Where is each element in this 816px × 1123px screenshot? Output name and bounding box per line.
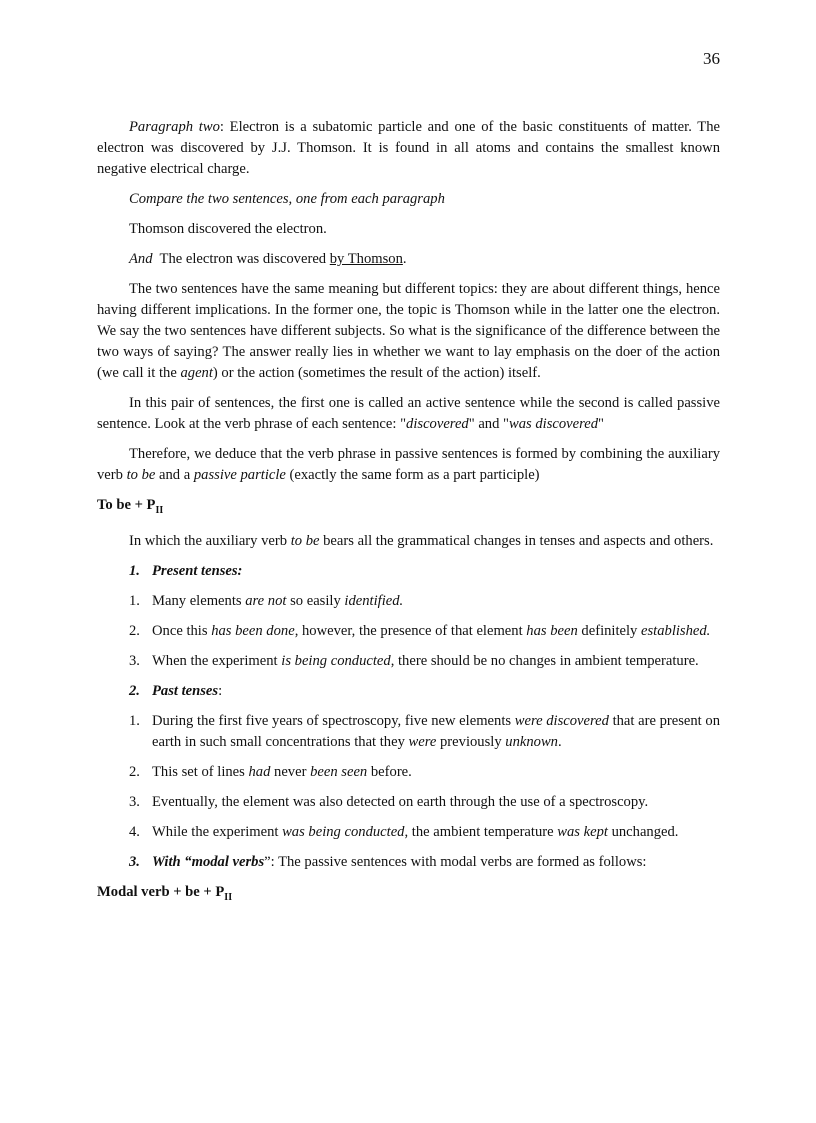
formula-text: To be + P: [97, 497, 156, 513]
aux-c: bears all the grammatical changes in tenses and aspects and others.: [319, 532, 714, 549]
section-past-tenses: [129, 681, 720, 702]
item-number: 1.: [129, 712, 140, 729]
item-emph: been seen: [310, 763, 368, 780]
item-text: .: [557, 733, 562, 750]
item-emph: had: [248, 763, 271, 780]
item-emph: unknown: [505, 733, 558, 750]
item-emph: established.: [641, 622, 711, 639]
verb-passive: was discovered: [509, 416, 599, 432]
passive-sentence: [97, 249, 720, 270]
page-content: [97, 117, 720, 918]
present-tenses-list: [97, 591, 720, 672]
item-number: 1.: [129, 592, 140, 609]
formula-modal: [97, 882, 720, 908]
section-modal-verbs: [129, 852, 720, 873]
section-present-tenses: [129, 561, 720, 582]
and-label: And: [129, 251, 153, 267]
item-number: 4.: [129, 823, 140, 840]
item-emph: were discovered: [514, 712, 609, 729]
item-text: previously: [436, 733, 506, 750]
item-number: 2.: [129, 622, 140, 639]
paragraph-two: [97, 117, 720, 180]
paragraph-lead: Paragraph two: [129, 119, 220, 135]
list-item: [97, 711, 720, 753]
item-emph: are not: [245, 592, 287, 609]
section-title: Present tenses:: [152, 562, 243, 579]
item-text: that are present on earth in such small concentrations that they: [152, 712, 720, 750]
list-item: [97, 591, 720, 612]
verb-active: discovered: [406, 416, 469, 432]
section-title: With “modal verbs: [152, 853, 265, 870]
topics-paragraph: [97, 279, 720, 384]
item-emph: were: [408, 733, 437, 750]
sentence-end: .: [402, 251, 407, 267]
deduce-to-be: to be: [126, 467, 156, 483]
formula-sub: II: [155, 504, 164, 516]
item-text: While the experiment: [152, 823, 283, 840]
list-item: [97, 822, 720, 843]
passive-text: The electron was discovered: [152, 251, 330, 267]
active-sentence: Thomson discovered the electron.: [129, 221, 327, 237]
ap-text: In this pair of sentences, the first one is called an active sentence while the second is called passive sentence. Look at the verb phrase of each sentence: ": [97, 395, 720, 432]
formula-text: Modal verb + be + P: [97, 883, 225, 900]
compare-instruction: [97, 189, 720, 210]
deduce-e: (exactly the same form as a part participle): [285, 467, 540, 483]
item-text: so easily: [286, 592, 345, 609]
item-text: never: [270, 763, 311, 780]
list-item: [97, 762, 720, 783]
section-rest: :: [218, 682, 223, 699]
topics-end: ) or the action (sometimes the result of the action) itself.: [212, 365, 541, 381]
list-item: [97, 621, 720, 642]
deduce-paragraph: [97, 444, 720, 486]
item-text: , there should be no changes in ambient temperature.: [390, 652, 699, 669]
item-text: Once this: [152, 622, 212, 639]
past-tenses-list: [97, 711, 720, 843]
item-text: , the ambient temperature: [404, 823, 558, 840]
aux-to-be: to be: [290, 532, 320, 549]
item-text: definitely: [577, 622, 642, 639]
page-number: 36: [703, 49, 720, 68]
section-number: 2.: [129, 682, 140, 699]
item-text: before.: [367, 763, 412, 780]
formula-sub: II: [224, 891, 233, 903]
aux-a: In which the auxiliary verb: [129, 532, 291, 549]
ap-mid: " and ": [468, 416, 510, 432]
item-emph: identified.: [344, 592, 404, 609]
item-emph: has been: [526, 622, 578, 639]
deduce-c: and a: [155, 467, 194, 483]
item-emph: is being conducted: [281, 652, 391, 669]
agent-term: agent: [180, 365, 213, 381]
item-text: Eventually, the element was also detected on earth through the use of a spectroscopy.: [152, 793, 649, 810]
paragraph-text: : Electron is a subatomic particle and one of the basic constituents of matter. The electron was discovered by J.J. Thomson. It is found in all atoms and contains the smallest known negative electrical charge.: [97, 119, 720, 177]
item-text: , however, the presence of that element: [294, 622, 527, 639]
active-passive-paragraph: [97, 393, 720, 435]
item-emph: has been done: [211, 622, 295, 639]
deduce-a: Therefore, we deduce that the verb phrase in passive sentences is formed by combining the auxiliary verb: [97, 446, 720, 483]
formula-to-be: [97, 495, 720, 521]
list-item: [97, 651, 720, 672]
item-text: During the first five years of spectroscopy, five new elements: [152, 712, 515, 729]
item-number: 2.: [129, 763, 140, 780]
agent-phrase: by Thomson: [329, 251, 403, 267]
list-item: [97, 792, 720, 813]
item-emph: was kept: [557, 823, 608, 840]
compare-text: Compare the two sentences, one from each paragraph: [129, 191, 445, 207]
item-text: Many elements: [152, 592, 246, 609]
topics-text: The two sentences have the same meaning but different topics: they are about different things, hence having different implications. In the former one, the topic is Thomson while in the latter one the electron. We say the two sentences have different subjects. So what is the significance of the difference between the two ways of saying? The answer really lies in whether we want to lay emphasis on the doer of the action (we call it the: [97, 281, 720, 381]
section-rest: ”: The passive sentences with modal verbs are formed as follows:: [264, 853, 647, 870]
item-text: unchanged.: [607, 823, 679, 840]
section-number: 1.: [129, 562, 140, 579]
item-number: 3.: [129, 793, 140, 810]
section-title: Past tenses: [152, 682, 219, 699]
section-number: 3.: [129, 853, 140, 870]
auxiliary-paragraph: [97, 531, 720, 552]
item-number: 3.: [129, 652, 140, 669]
item-text: When the experiment: [152, 652, 282, 669]
item-emph: was being conducted: [282, 823, 405, 840]
item-text: This set of lines: [152, 763, 249, 780]
ap-end: ": [598, 416, 605, 432]
deduce-passive-particle: passive particle: [193, 467, 286, 483]
